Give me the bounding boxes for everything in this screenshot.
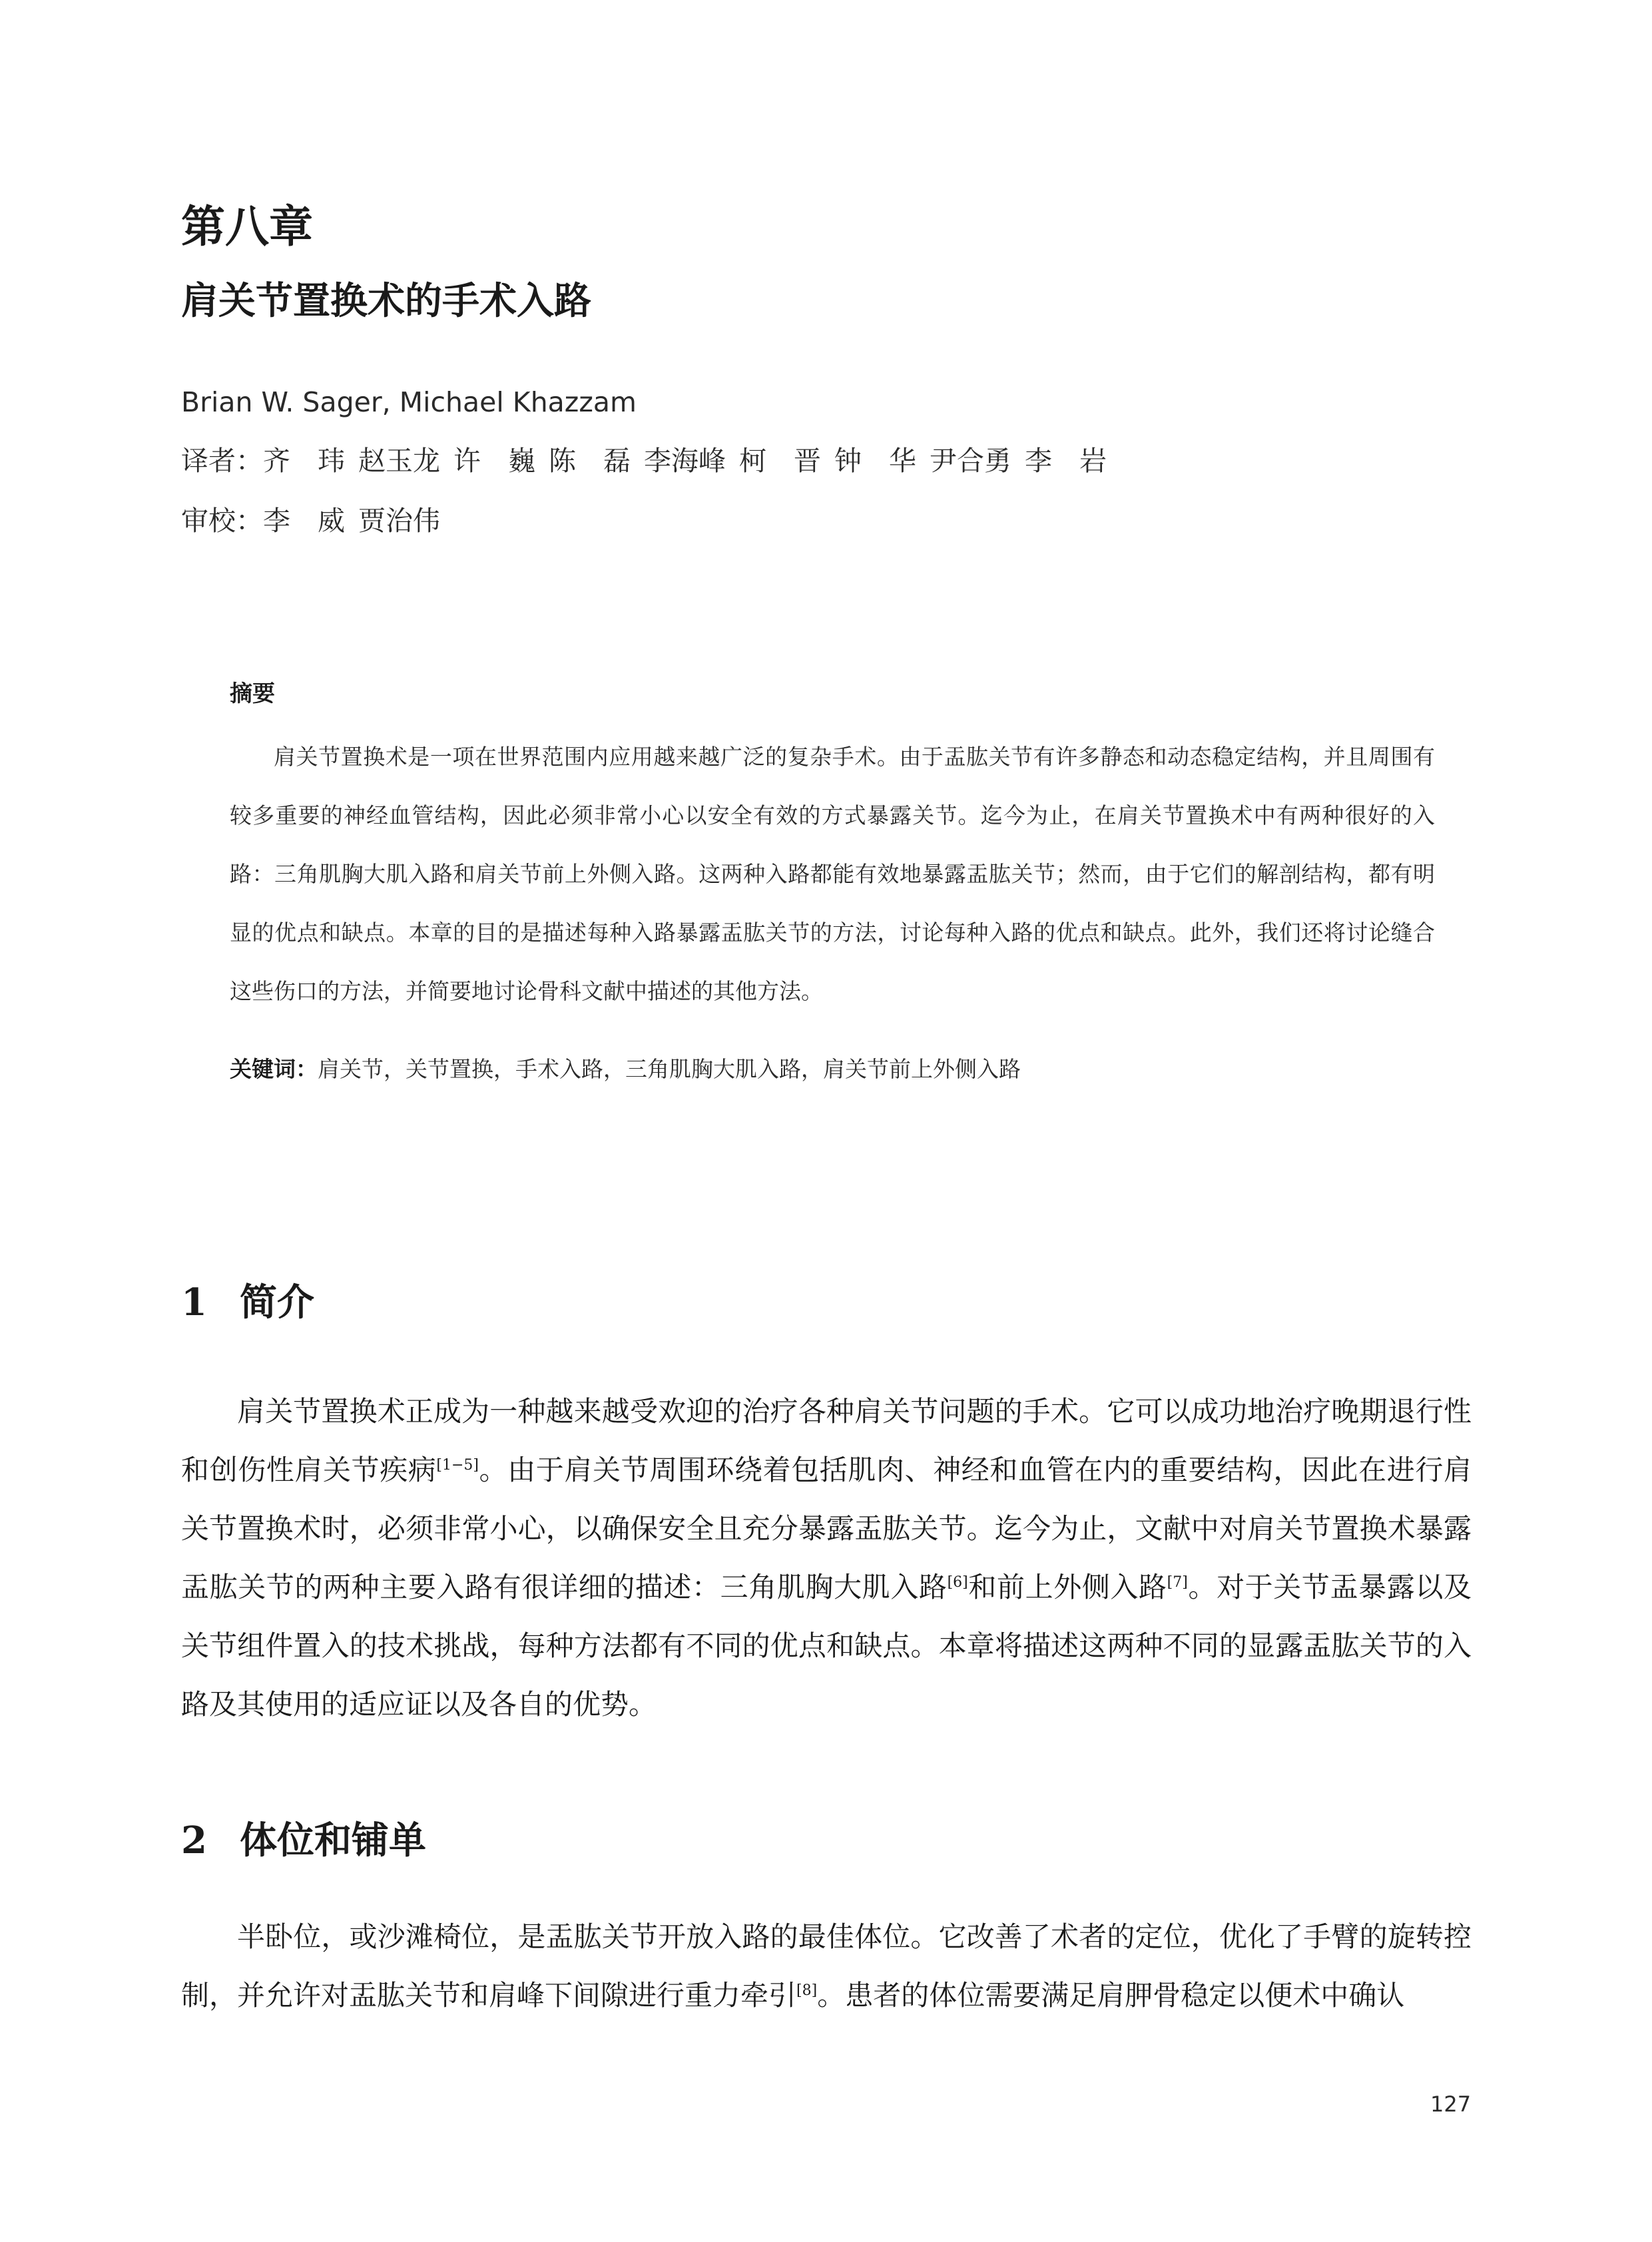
section-heading-positioning — [181, 1819, 426, 1862]
citation: [8] — [796, 1982, 818, 1999]
citation: [1−5] — [436, 1457, 479, 1474]
section-title: 体位和铺单 — [240, 1819, 426, 1862]
chapter-title: 肩关节置换术的手术入路 — [181, 280, 591, 323]
translators-label: 译者： — [181, 445, 263, 477]
translator-name: 许 巍 — [453, 445, 535, 477]
abstract-block — [230, 683, 1435, 1080]
reviewer-name: 李 威 — [263, 505, 345, 537]
reviewer-names — [263, 505, 453, 537]
reviewer-name: 贾治伟 — [358, 505, 440, 537]
positioning-paragraph — [181, 1908, 1472, 2025]
text-run: 和前上外侧入路 — [967, 1571, 1167, 1603]
citation: [6] — [947, 1574, 968, 1591]
chapter-number: 第八章 — [181, 201, 313, 252]
text-run: 。由于肩关节周围环绕着包括肌肉、神经和血管在内的重要结构，因此在进行肩关节置换术时，必须非常小心，以确保安全且充分暴露盂肱关节。迄今为止，文献中对肩关节置换术暴露盂肱关节的两种主要入路有很详细的描述：三角肌胸大肌入路 — [181, 1454, 1472, 1603]
text-run: 。患者的体位需要满足肩胛骨稳定以便术中确认 — [817, 1979, 1405, 2012]
abstract-body: 肩关节置换术是一项在世界范围内应用越来越广泛的复杂手术。由于盂肱关节有许多静态和动态稳定结构，并且周围有较多重要的神经血管结构，因此必须非常小心以安全有效的方式暴露关节。迄今为止，在肩关节置换术中有两种很好的入路：三角肌胸大肌入路和肩关节前上外侧入路。这两种入路都能有效地暴露盂肱关节；然而，由于它们的解剖结构，都有明显的优点和缺点。本章的目的是描述每种入路暴露盂肱关节的方法，讨论每种入路的优点和缺点。此外，我们还将讨论缝合这些伤口的方法，并简要地讨论骨科文献中描述的其他方法。 — [230, 744, 1435, 1004]
text-run: 肩关节置换术正成为一种越来越受欢迎的治疗各种肩关节问题的手术。它可以成功地治疗晚期退行性和创伤性肩关节疾病 — [181, 1395, 1472, 1486]
translators-line — [181, 447, 1120, 475]
section-title: 简介 — [240, 1280, 314, 1324]
section-number: 1 — [181, 1280, 207, 1324]
translator-name: 陈 磊 — [549, 445, 631, 477]
intro-paragraph — [181, 1382, 1472, 1734]
reviewers-label: 审校： — [181, 505, 263, 537]
translator-name: 赵玉龙 — [358, 445, 440, 477]
page-number: 127 — [1430, 2092, 1472, 2117]
section-heading-intro — [181, 1280, 314, 1324]
keywords-label: 关键词： — [230, 1056, 318, 1082]
reviewers-line — [181, 507, 453, 535]
text-run: 。对于关节盂暴露以及关节组件置入的技术挑战，每种方法都有不同的优点和缺点。本章将描述这两种不同的显露盂肱关节的入路及其使用的适应证以及各自的优势。 — [181, 1571, 1472, 1721]
translator-name: 李 岩 — [1025, 445, 1107, 477]
translator-name: 李海峰 — [644, 445, 726, 477]
citation: [7] — [1167, 1574, 1188, 1591]
keywords-line — [230, 1058, 1435, 1080]
section-number: 2 — [181, 1819, 207, 1862]
authors-line: Brian W. Sager, Michael Khazzam — [181, 386, 637, 418]
text-run: 半卧位，或沙滩椅位，是盂肱关节开放入路的最佳体位。它改善了术者的定位，优化了手臂的旋转控制，并允许对盂肱关节和肩峰下间隙进行重力牵引 — [181, 1920, 1472, 2012]
translator-name: 尹合勇 — [930, 445, 1011, 477]
translator-names — [263, 445, 1120, 477]
translator-name: 柯 晋 — [739, 445, 821, 477]
translator-name: 齐 玮 — [263, 445, 345, 477]
abstract-heading: 摘要 — [230, 681, 275, 707]
keywords-text: 肩关节，关节置换，手术入路，三角肌胸大肌入路，肩关节前上外侧入路 — [318, 1056, 1021, 1082]
translator-name: 钟 华 — [834, 445, 916, 477]
